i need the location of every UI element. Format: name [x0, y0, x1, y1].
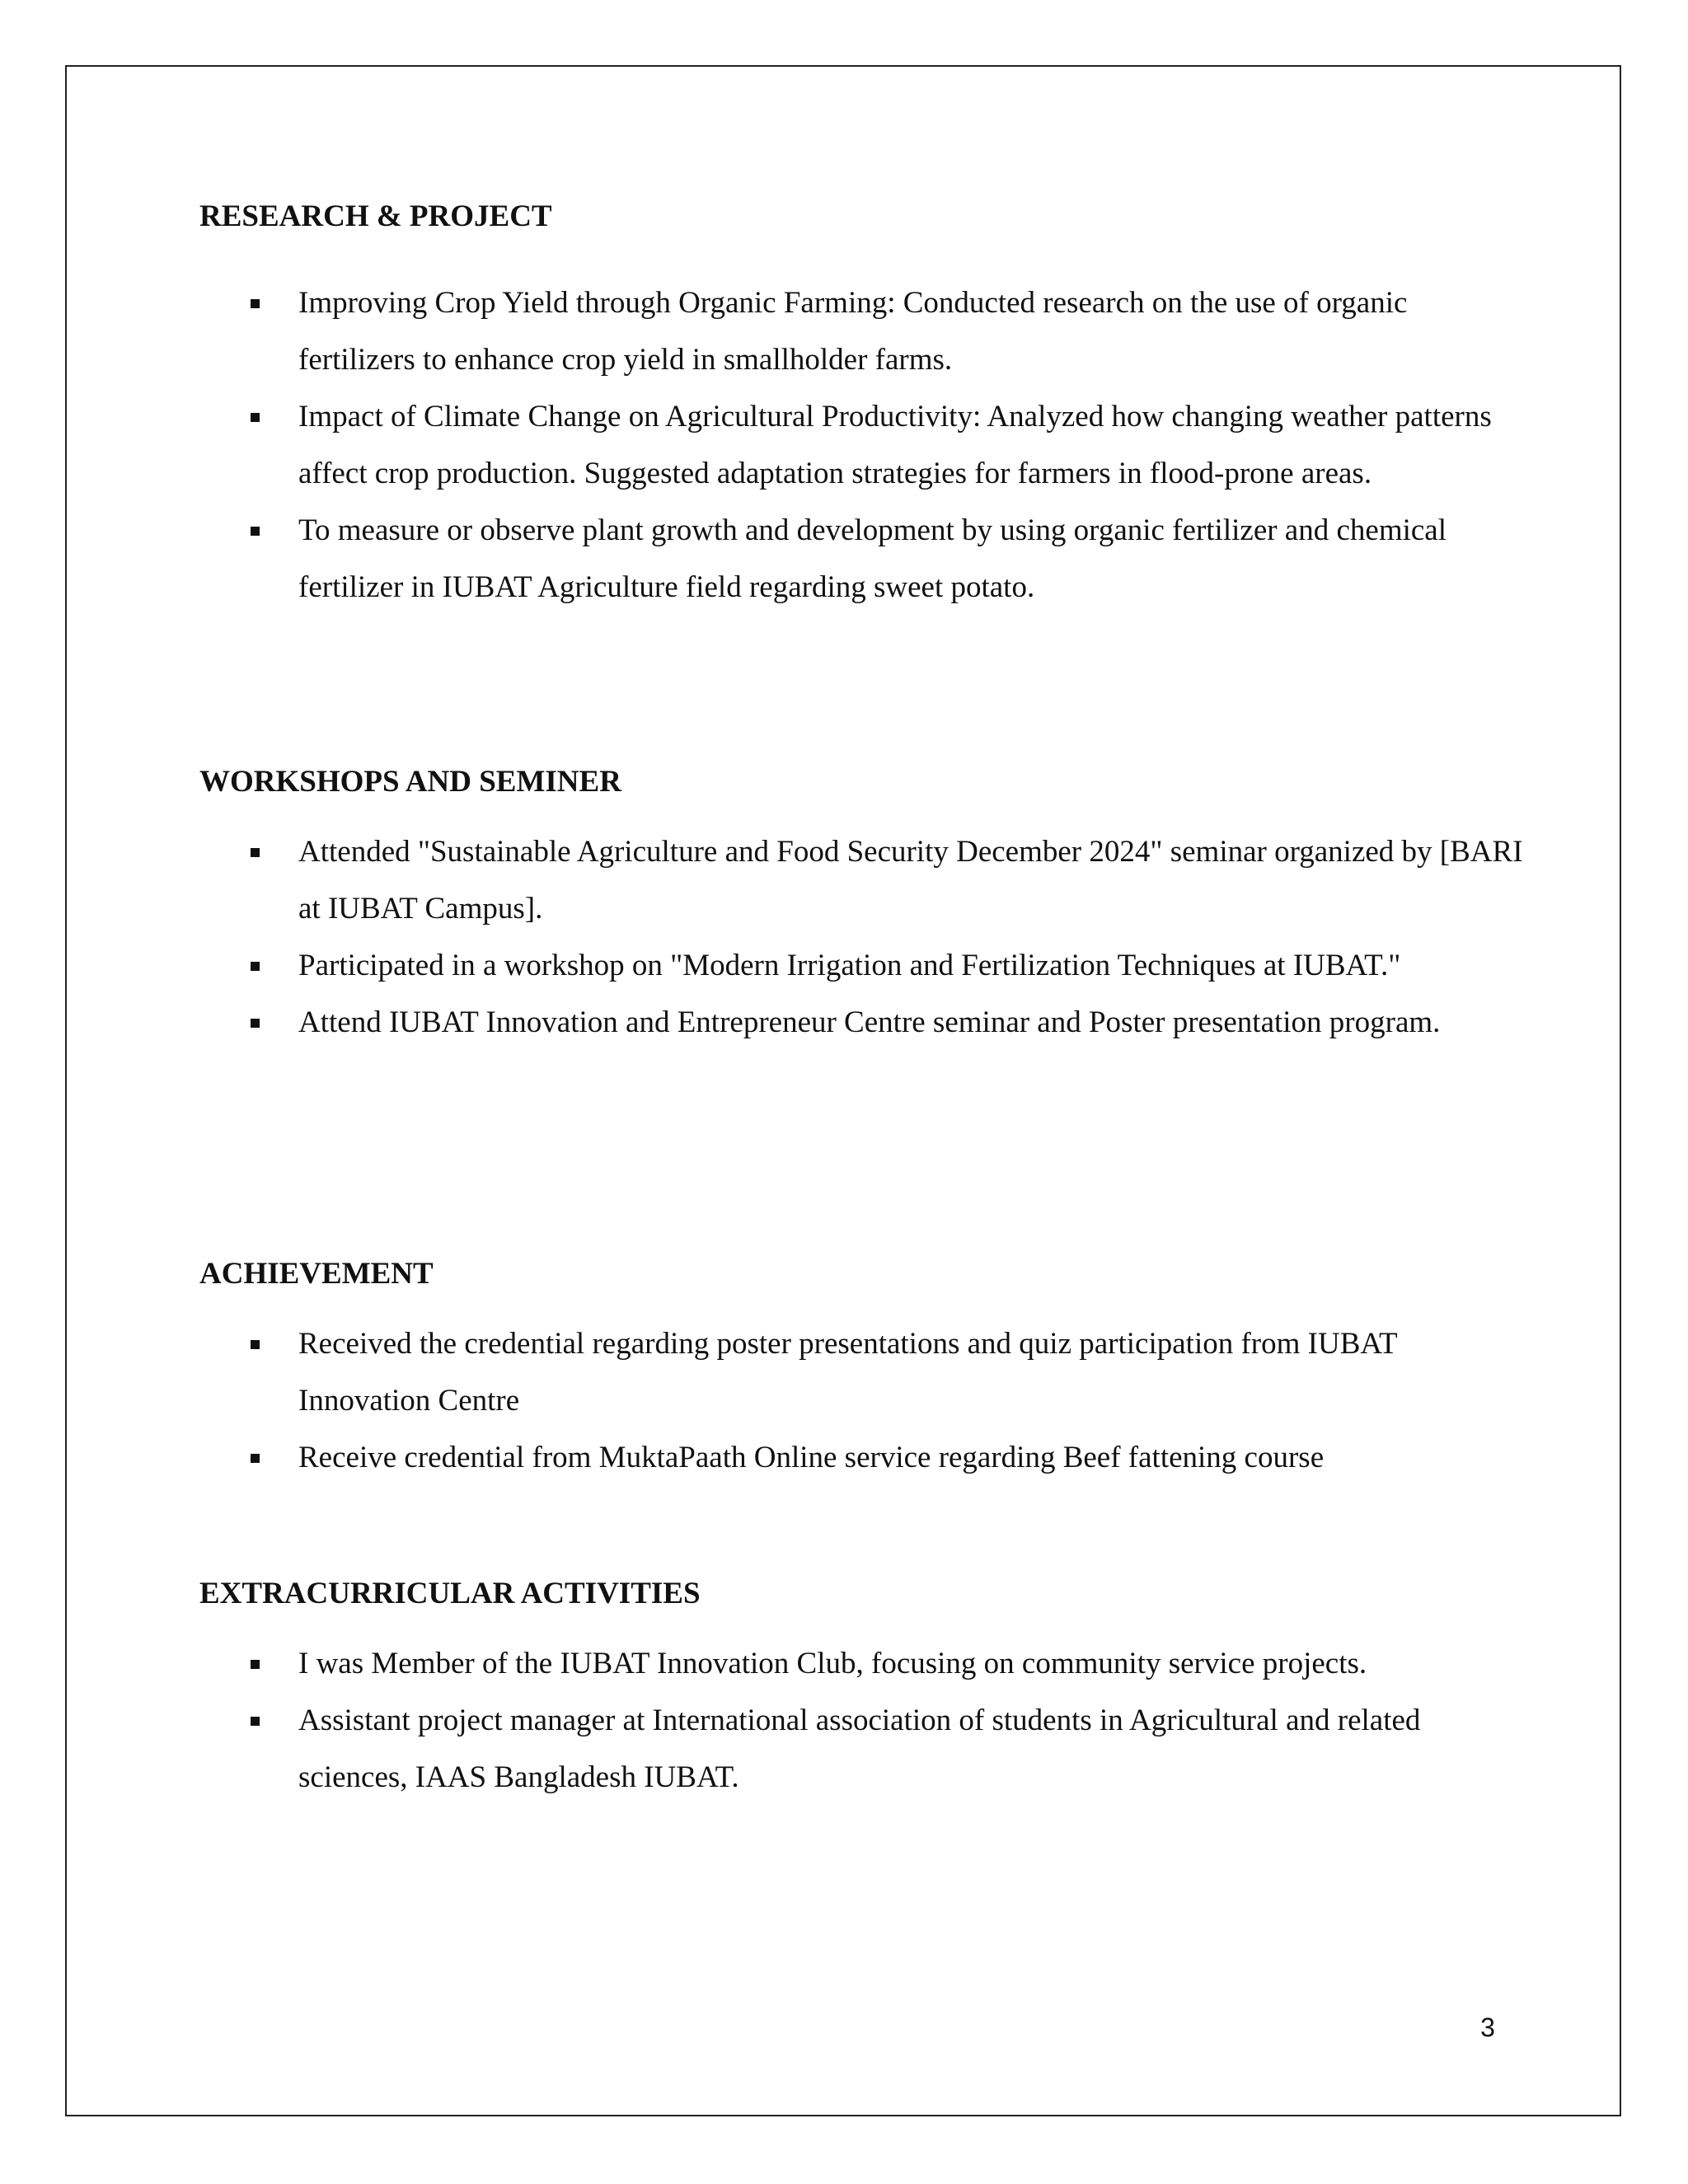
square-bullet-icon: [251, 1019, 260, 1028]
section-heading: RESEARCH & PROJECT: [199, 199, 552, 233]
square-bullet-icon: [251, 1454, 260, 1463]
section-heading: WORKSHOPS AND SEMINER: [199, 765, 621, 799]
list-item: [199, 1635, 1584, 1692]
section-research-project: [199, 196, 1551, 616]
page-number: 3: [1480, 2013, 1495, 2042]
list-item-text: Improving Crop Yield through Organic Farming: Conducted research on the use of organic fertilizers to enhance crop yield in smallholder farms.: [298, 286, 1408, 377]
list-item-text: Attended "Sustainable Agriculture and Food Security December 2024" seminar organized by [BARI at IUBAT Campus].: [298, 835, 1523, 926]
list-item: [199, 823, 1551, 937]
bullet-list: [199, 823, 1551, 1051]
square-bullet-icon: [251, 1717, 260, 1726]
list-item: [199, 1315, 1502, 1429]
list-item-text: To measure or observe plant growth and development by using organic fertilizer and chemical fertilizer in IUBAT Agriculture field regarding sweet potato.: [298, 513, 1447, 604]
section-heading: EXTRACURRICULAR ACTIVITIES: [199, 1577, 701, 1610]
list-item-text: Impact of Climate Change on Agricultural Productivity: Analyzed how changing weather patterns affect crop production. Suggested adaptation strategies for farmers in flood-prone areas.: [298, 400, 1492, 490]
list-item-text: Receive credential from MuktaPaath Online service regarding Beef fattening course: [298, 1441, 1325, 1474]
list-item: [199, 1429, 1551, 1486]
square-bullet-icon: [251, 1660, 260, 1669]
section-achievement: [199, 1254, 1551, 1486]
square-bullet-icon: [251, 1340, 260, 1349]
bullet-list: [199, 1315, 1551, 1486]
list-item-text: I was Member of the IUBAT Innovation Club, focusing on community service projects.: [298, 1647, 1367, 1680]
square-bullet-icon: [251, 848, 260, 857]
square-bullet-icon: [251, 962, 260, 971]
square-bullet-icon: [251, 413, 260, 422]
square-bullet-icon: [251, 527, 260, 536]
list-item-text: Participated in a workshop on "Modern Irrigation and Fertilization Techniques at IUBAT.": [298, 949, 1401, 982]
section-heading: ACHIEVEMENT: [199, 1257, 434, 1291]
list-item: [199, 388, 1518, 502]
list-item: [199, 274, 1518, 388]
section-workshops-seminer: [199, 762, 1551, 1051]
list-item: [199, 1692, 1526, 1806]
list-item: [199, 994, 1518, 1051]
list-item-text: Attend IUBAT Innovation and Entrepreneur Centre seminar and Poster presentation program.: [298, 1005, 1441, 1039]
list-item: [199, 937, 1485, 994]
bullet-list: [199, 274, 1551, 616]
list-item: [199, 502, 1518, 616]
square-bullet-icon: [251, 299, 260, 308]
section-extracurricular-activities: [199, 1573, 1551, 1806]
list-item-text: Received the credential regarding poster presentations and quiz participation from IUBAT Innovation Centre: [298, 1327, 1397, 1418]
list-item-text: Assistant project manager at International association of students in Agricultural and related sciences, IAAS Bangladesh IUBAT.: [298, 1704, 1421, 1794]
bullet-list: [199, 1635, 1551, 1806]
